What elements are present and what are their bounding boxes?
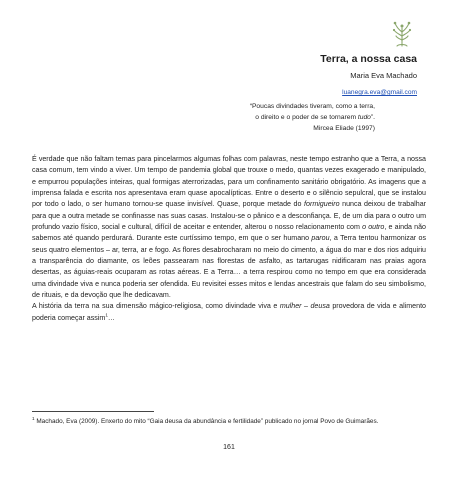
paragraph-2-text-b: provedora de vida e alimento poderia começar assim <box>32 302 426 322</box>
emphasis-o-outro: o outro <box>362 223 385 232</box>
article-header <box>157 53 417 99</box>
tree-logo-icon <box>391 20 413 48</box>
emphasis-formigueiro: formigueiro <box>304 200 340 209</box>
emphasis-mulher-deusa: mulher – deusa <box>279 302 330 311</box>
footnote-divider <box>32 411 154 412</box>
author-email-link[interactable]: luanegra.eva@gmail.com <box>342 89 417 96</box>
paragraph-2-text-a: A história da terra na sua dimensão mágico-religiosa, como divindade viva e <box>32 302 280 311</box>
paragraph-1-text-d: , a Terra tentou harmonizar os seus quatro elementos – ar, terra, ar e fogo. As flores desabrocharam no meio do cimento, a água do mar e dos rios adquiriu a transparência do diamante, os leões passearam nas florestas de asfalto, as tartarugas nidificaram nas praias agora desertas, as águias-reais ocuparam as rotas aéreas. E a Terra… a terra respirou como no tempo em que era considerada uma divindade viva e nunca poderia ser ofendida. Eu revisitei esses mitos e lendas ancestrais que falam do seu simbolismo, de rituais, e da devoção que lhe dedicavam. <box>32 234 426 300</box>
epigraph <box>135 101 375 134</box>
paragraph-1-text-a: É verdade que não faltam temas para pincelarmos algumas folhas com palavras, neste tempo estranho que a Terra, a nossa casa comum, tem vindo a viver. Um tempo de pandemia global que trouxe o medo, quantas vezes exagerado e manipulado, e empurrou populações inteiras, qual formigas aterrorizadas, para um confinamento sanitário obrigatório. As imagens que a imprensa falada e escrita nos apresentava eram quase apocalípticas. Entre o deserto e o silêncio sepulcral, que se instalou por todo o lado, o ser humano tornou-se quase invisível. Quase, porque metade do <box>32 155 426 209</box>
footnote <box>32 415 426 427</box>
epigraph-line-1: “Poucas divindades tiveram, como a terra, <box>249 103 375 110</box>
body-paragraph-1 <box>32 154 426 301</box>
paragraph-2-text-c: … <box>107 313 115 322</box>
footnote-marker: 1 <box>32 415 35 421</box>
article-title: Terra, a nossa casa <box>320 53 417 65</box>
footnote-reference[interactable]: 1 <box>105 312 108 318</box>
paragraph-1-text-b: nunca deixou de trabalhar para que a outra metade se confinasse nas suas casas. Instalou-se o pânico e a desconfiança. E, de um dia para o outro um profundo vazio físico, social e cultural, difícil de aceitar e entender, alterou o nosso relacionamento com <box>32 200 426 232</box>
emphasis-parou: parou <box>311 234 330 243</box>
epigraph-emphasis: tudo <box>357 114 371 121</box>
epigraph-attribution: Mircea Eliade (1997) <box>313 125 375 132</box>
epigraph-line-2-text: o direito e o poder de se tornarem <box>255 114 358 121</box>
footnote-text: Machado, Eva (2009). Enxerto do mito “Gaia deusa da abundância e fertilidade” publicado no jornal Povo de Guimarães. <box>34 418 379 425</box>
epigraph-line-2 <box>135 112 375 123</box>
author-name: Maria Eva Machado <box>350 71 417 80</box>
article-body <box>32 154 426 324</box>
body-paragraph-2 <box>32 301 426 324</box>
epigraph-line-2-end: ”. <box>370 114 375 121</box>
page-number: 161 <box>223 444 235 451</box>
paragraph-1-text-c: , e ainda não sabemos até quando perdurará. Durante este curtíssimo tempo, em que o ser humano <box>32 223 426 243</box>
